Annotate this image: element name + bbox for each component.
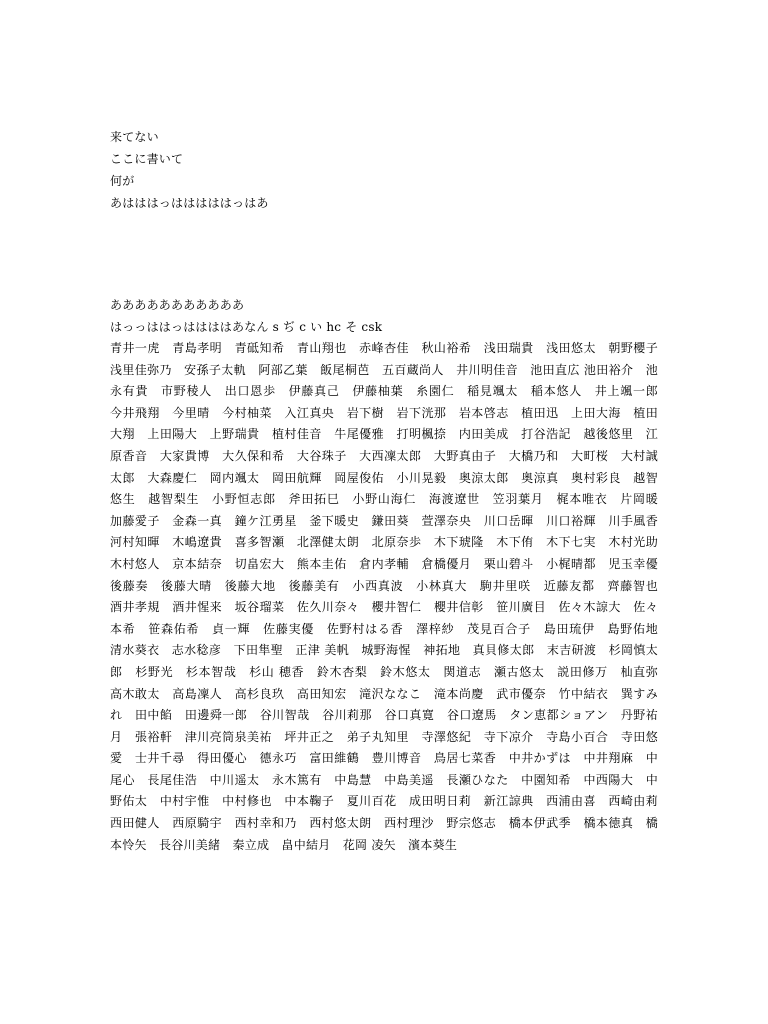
intro-line-2: ここに書いて (110, 152, 184, 166)
second-line-2: はっっははっははははあなん s ぢ c い hc そ csk (110, 320, 383, 334)
document-body (110, 126, 671, 856)
intro-line-3: 何が (110, 174, 135, 188)
intro-line-4: あはははっはははははっはあ (110, 196, 269, 210)
blank-space (110, 214, 658, 294)
second-line-1: あああああああああああ (110, 298, 245, 312)
names-paragraph: 青井一虎 青島孝明 青砥知希 青山翔也 赤峰杏佳 秋山裕希 浅田瑞貴 浅田悠太 朝野櫻子 浅里佳弥乃 安孫子太軌 阿部乙葉 飯尾桐芭 五百蔵尚人 井川明佳音 池田直広 池田裕介 池永有貴 市野稜人 出口恩歩 伊藤真己 伊藤柚葉 糸園仁 稲見颯太 稲本悠人 井上颯一郎 今井飛翔 今里晴 今村柚菜 入江真央 岩下樹 岩下洸那 岩本啓志 植田迅 上田大海 植田大翔 上田陽大 上野瑞貴 植村佳音 牛尾優雅 打明楓捺 内田美成 打谷浩記 越後悠里 江原香音 大家貴博 大久保和希 大谷珠子 大西凜太郎 大野真由子 大橋乃和 大町桜 大村誠太郎 大森慶仁 岡内颯太 岡田航輝 岡屋俊佑 小川晃毅 奥涼太郎 奥涼真 奥村彩良 越智悠生 越智梨生 小野恒志郎 斧田拓巳 小野山海仁 海渡遼世 笠羽葉月 梶本唯衣 片岡暖 加藤愛子 金森一真 鐘ケ江勇星 釜下暖史 鎌田葵 萱澤奈央 川口岳暉 川口裕輝 川手風香 河村知暉 木嶋遼貴 喜多智瀬 北澤健太朗 北原奈歩 木下琥隆 木下侑 木下七実 木村光助 木村悠人 京本結奈 切畠宏大 熊本圭佑 倉内孝輔 倉橋優月 栗山碧斗 小梶晴都 児玉幸優 後藤奏 後藤大晴 後藤大地 後藤美有 小西真波 小林真大 駒井里咲 近藤友都 齊藤智也 酒井孝規 酒井惺来 坂谷瑠菜 佐久川奈々 櫻井智仁 櫻井信彰 笹川廣目 佐々木諒大 佐々本希 笹森佑希 貞一輝 佐藤実優 佐野村はる香 澤梓紗 茂見百合子 島田琉伊 島野佑地 清水葵衣 志水稔彦 下田隼聖 正津 美帆 城野海惺 神拓地 真貝修太郎 末吉研渡 杉岡慎太郎 杉野光 杉本智哉 杉山 穂香 鈴木杏梨 鈴木悠太 関道志 瀬古悠太 説田修万 杣直弥 高木敢太 高島凜人 高杉良玖 高田知宏 滝沢ななこ 滝本尚慶 武市優奈 竹中結衣 巽すみれ 田中餡 田邊舜一郎 谷川智哉 谷川莉那 谷口真寛 谷口遼馬 タン恵都ショアン 丹野祐月 張裕軒 津川亮筒泉美祐 坪井正之 弟子丸知里 寺澤悠紀 寺下凉介 寺島小百合 寺田悠愛 士井千尋 得田優心 德永巧 富田維鶴 豊川博音 鳥居七菜香 中井かずは 中井翔麻 中尾心 長尾佳浩 中川遥太 永木篤有 中島慧 中島美遥 長瀬ひなた 中園知希 中西陽大 中野佑太 中村宇惟 中村修也 中本鞠子 夏川百花 成田明日莉 新江諒典 西浦由喜 西崎由莉 西田健人 西原騎宇 西村幸和乃 西村悠太朗 西村理沙 野宗悠志 橋本伊武季 橋本徳真 橋本怜矢 長谷川美緒 秦立成 畠中結月 花岡 凌矢 濱本葵生 (110, 341, 671, 852)
intro-line-1: 来てない (110, 130, 159, 144)
